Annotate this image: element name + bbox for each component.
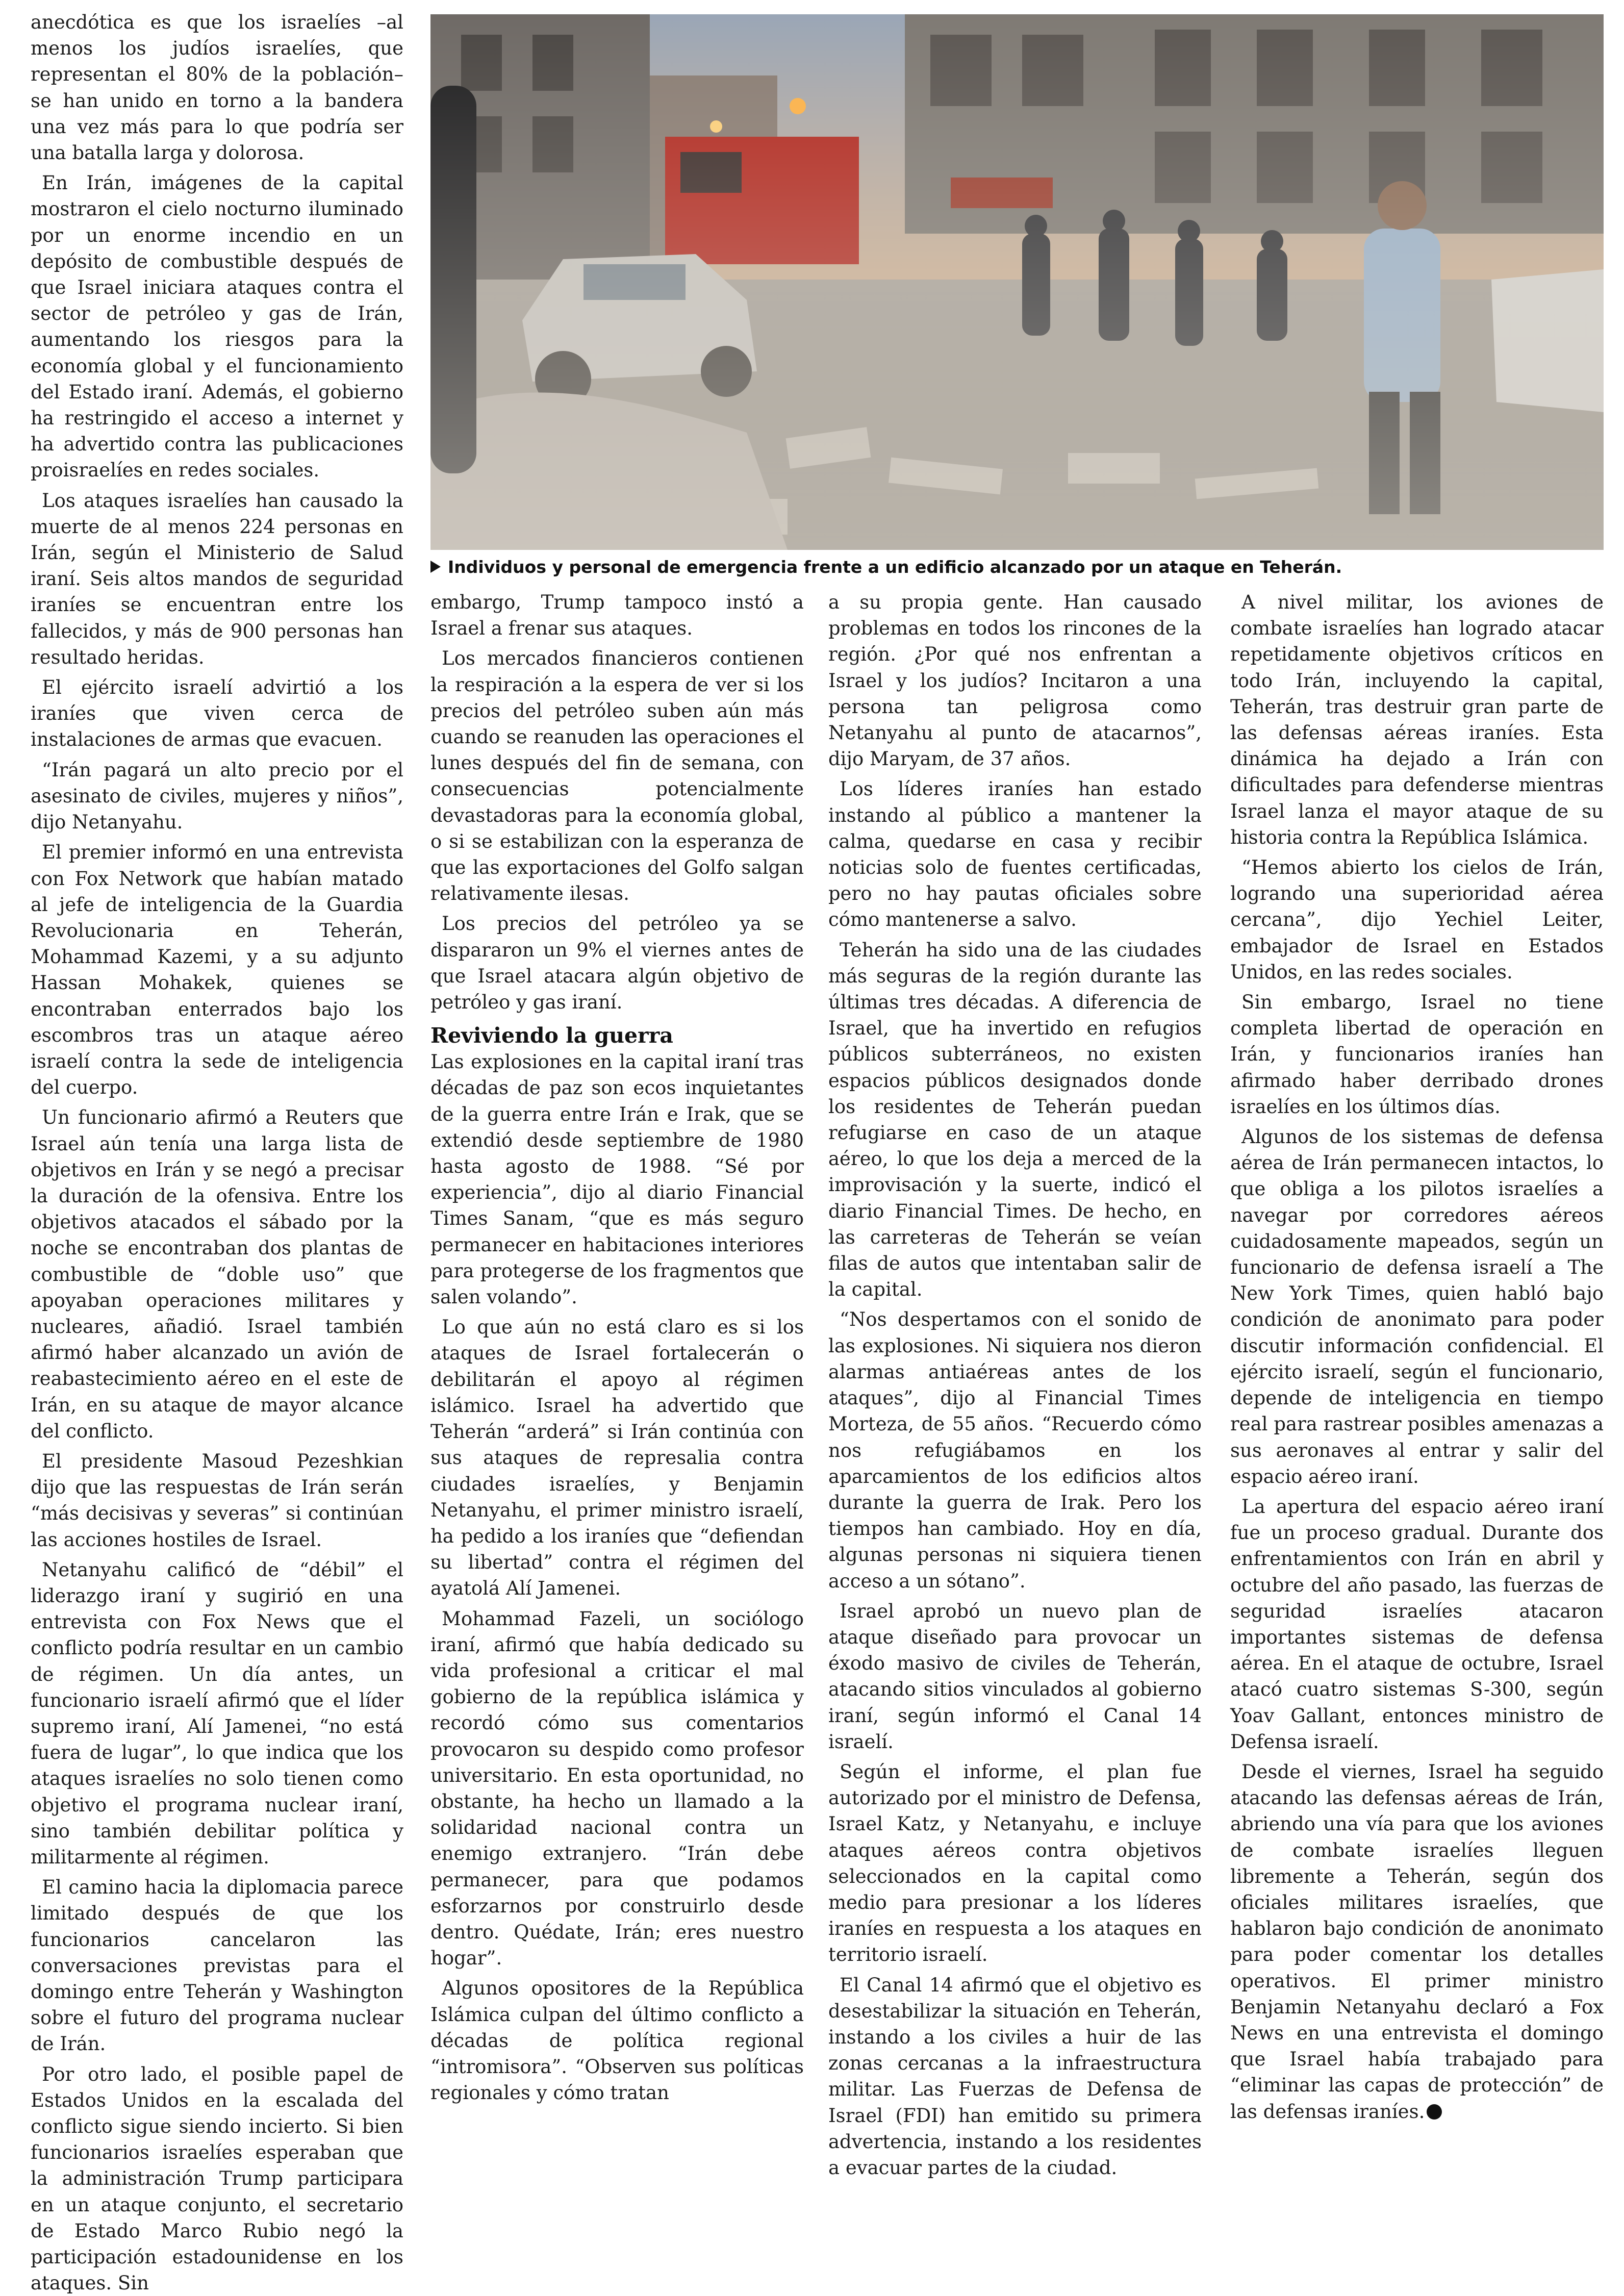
article-paragraph	[31, 1104, 403, 1444]
article-column-2	[430, 589, 804, 2104]
article-paragraph	[31, 757, 403, 836]
section-heading	[430, 1022, 804, 1049]
article-paragraph	[31, 2061, 403, 2296]
article-paragraph	[1230, 1494, 1604, 1755]
paragraph-text: En Irán, imágenes de la capital mostraron el cielo nocturno iluminado por un enorme incendio en un depósito de combustible después de que Israel iniciara ataques contra el sector de petróleo y gas de Irán, aumentando los riesgos para la economía global y el funcionamiento del Estado iraní. Además, el gobierno ha restringido el acceso a internet y ha advertido contra las publicaciones proisraelíes en redes sociales.	[31, 172, 403, 482]
paragraph-text: Un funcionario afirmó a Reuters que Israel aún tenía una larga lista de objetivos en Irán y se negó a precisar la duración de la ofensiva. Entre los objetivos atacados el sábado por la noche se encontraban dos plantas de combustible de “doble uso” que apoyaban operaciones militares y nucleares, añadió. Israel también afirmó haber alcanzado un avión de reabastecimiento aéreo en el este de Irán, en su ataque de mayor alcance del conflicto.	[31, 1106, 403, 1442]
article-paragraph	[31, 1448, 403, 1553]
paragraph-text: Desde el viernes, Israel ha seguido atacando las defensas aéreas de Irán, abriendo una vía para que los aviones de combate israelíes lleguen libremente a Teherán, según dos oficiales militares israelíes, que hablaron bajo condición de anonimato para poder comentar los detalles operativos. El primer ministro Benjamin Netanyahu declaró a Fox News en una entrevista el domingo que Israel había trabajado para “eliminar las capas de protección” de las defensas iraníes.	[1230, 1760, 1604, 2123]
paragraph-text: Los ataques israelíes han causado la muerte de al menos 224 personas en Irán, según el Ministerio de Salud iraní. Seis altos mandos de seguridad iraníes se encuentran entre los fallecidos, y más de 900 personas han resultado heridas.	[31, 489, 403, 668]
paragraph-text: El Canal 14 afirmó que el objetivo es desestabilizar la situación en Teherán, instando a los civiles a huir de las zonas cercanas a la infraestructura militar. Las Fuerzas de Defensa de Israel (FDI) han emitido su primera advertencia, instando a los residentes a evacuar partes de la ciudad.	[828, 1974, 1202, 2179]
paragraph-text: “Hemos abierto los cielos de Irán, logrando una superioridad aérea cercana”, dijo Yechiel Leiter, embajador de Israel en Estados Unidos, en las redes sociales.	[1230, 856, 1604, 983]
article-paragraph	[430, 1049, 804, 1310]
paragraph-text: La apertura del espacio aéreo iraní fue un proceso gradual. Durante dos enfrentamientos con Irán en abril y octubre del año pasado, las fuerzas de seguridad israelíes atacaron importantes sistemas de defensa aérea. En el ataque de octubre, Israel atacó cuatro sistemas S-300, según Yoav Gallant, entonces ministro de Defensa israelí.	[1230, 1495, 1604, 1753]
article-paragraph	[430, 911, 804, 1015]
paragraph-text: Los precios del petróleo ya se dispararon un 9% el viernes antes de que Israel atacara algún objetivo de petróleo y gas iraní.	[430, 913, 804, 1014]
paragraph-text: Netanyahu calificó de “débil” el liderazgo iraní y sugirió en una entrevista con Fox News que el conflicto podría resultar en un cambio de régimen. Un día antes, un funcionario israelí afirmó que el líder supremo iraní, Alí Jamenei, “no está fuera de lugar”, lo que indica que los ataques israelíes no solo tienen como objetivo el programa nuclear iraní, sino también debilitar política y militarmente al régimen.	[31, 1558, 403, 1869]
paragraph-text: Algunos opositores de la República Islámica culpan del último conflicto a décadas de política regional “intromisora”. “Observen sus políticas regionales y cómo tratan	[430, 1977, 804, 2104]
paragraph-text: Israel aprobó un nuevo plan de ataque diseñado para provocar un éxodo masivo de civiles de Teherán, atacando sitios vinculados al gobierno iraní, según informó el Canal 14 israelí.	[828, 1600, 1202, 1753]
article-paragraph	[828, 1306, 1202, 1594]
paragraph-text: anecdótica es que los israelíes –al menos los judíos israelíes, que representan el 80% de la población– se han unido en torno a la bandera una vez más para lo que podría ser una batalla larga y dolorosa.	[31, 11, 403, 164]
article-paragraph	[828, 937, 1202, 1303]
paragraph-text: Por otro lado, el posible papel de Estados Unidos en la escalada del conflicto sigue siendo incierto. Si bien funcionarios israelíes esperaban que la administración Trump participara en un ataque conjunto, el secretario de Estado Marco Rubio negó la participación estadounidense en los ataques. Sin	[31, 2063, 403, 2294]
article-paragraph	[1230, 1124, 1604, 1490]
paragraph-text: “Nos despertamos con el sonido de las explosiones. Ni siquiera nos dieron alarmas antiaéreas antes de los ataques”, dijo al Financial Times Morteza, de 55 años. “Recuerdo cómo nos refugiábamos en los aparcamientos de los edificios altos durante la guerra de Irak. Pero los tiempos han cambiado. Hoy en día, algunas personas ni siquiera tienen acceso a un sótano”.	[828, 1308, 1202, 1592]
paragraph-text: El premier informó en una entrevista con Fox Network que habían matado al jefe de inteligencia de la Guardia Revolucionaria en Teherán, Mohammad Kazemi, y a su adjunto Hassan Mohakek, quienes se encontraban enterrados bajo los escombros tras un ataque aéreo israelí contra la sede de inteligencia del cuerpo.	[31, 841, 403, 1099]
article-paragraph	[430, 645, 804, 906]
paragraph-text: Las explosiones en la capital iraní tras décadas de paz son ecos inquietantes de la guerra entre Irán e Irak, que se extendió desde septiembre de 1980 hasta agosto de 1988. “Sé por experiencia”, dijo al diario Financial Times Sanam, “que es más seguro permanecer en habitaciones interiores para protegerse de los fragmentos que salen volando”.	[430, 1051, 804, 1308]
paragraph-text: Los mercados financieros contienen la respiración a la espera de ver si los precios del petróleo suben aún más cuando se reanuden las operaciones el lunes después del fin de semana, con consecuencias potencialmente devastadoras para la economía global, o si se estabilizan con la esperanza de que las exportaciones del Golfo salgan relativamente ilesas.	[430, 647, 804, 905]
article-paragraph	[31, 839, 403, 1100]
tehran-street-scene-illustration	[430, 14, 1604, 550]
article-paragraph	[430, 1606, 804, 1972]
paragraph-text: Teherán ha sido una de las ciudades más seguras de la región durante las últimas tres décadas. A diferencia de Israel, que ha invertido en refugios públicos subterráneos, no existen espacios públicos designados donde los residentes de Teherán puedan refugiarse en caso de un ataque aéreo, lo que los deja a merced de la improvisación y la suerte, indicó el diario Financial Times. De hecho, en las carreteras de Teherán se veían filas de autos que intentaban salir de la capital.	[828, 939, 1202, 1301]
article-paragraph	[828, 1759, 1202, 1968]
article-paragraph	[828, 776, 1202, 932]
article-paragraph	[1230, 989, 1604, 1120]
article-paragraph	[1230, 589, 1604, 850]
paragraph-text: embargo, Trump tampoco instó a Israel a frenar sus ataques.	[430, 591, 804, 640]
paragraph-text: El ejército israelí advirtió a los iraníes que viven cerca de instalaciones de armas que evacuen.	[31, 676, 403, 751]
paragraph-text: El presidente Masoud Pezeshkian dijo que las respuestas de Irán serán “más decisivas y severas” si continúan las acciones hostiles de Israel.	[31, 1450, 403, 1551]
paragraph-text: Según el informe, el plan fue autorizado por el ministro de Defensa, Israel Katz, y Netanyahu, e incluye ataques aéreos contra objetivos seleccionados en la capital como medio para presionar a los líderes iraníes en respuesta a los ataques en territorio israelí.	[828, 1760, 1202, 1966]
article-paragraph	[31, 674, 403, 753]
article-column-1	[31, 9, 403, 2294]
article-column-3	[828, 589, 1202, 2179]
caption-text: Individuos y personal de emergencia frente a un edificio alcanzado por un ataque en Teherán.	[448, 557, 1342, 577]
article-paragraph	[430, 1314, 804, 1601]
article-paragraph	[31, 170, 403, 483]
paragraph-text: Los líderes iraníes han estado instando al público a mantener la calma, quedarse en casa y recibir noticias solo de fuentes certificadas, pero no hay pautas oficiales sobre cómo mantenerse a salvo.	[828, 778, 1202, 931]
article-paragraph	[31, 9, 403, 166]
paragraph-text: Sin embargo, Israel no tiene completa libertad de operación en Irán, y funcionarios iraníes han afirmado haber derribado drones israelíes en los últimos días.	[1230, 991, 1604, 1118]
photo-caption	[430, 556, 1604, 578]
end-of-article-icon	[1427, 2104, 1442, 2120]
section-heading-text: Reviviendo la guerra	[430, 1023, 673, 1048]
article-paragraph	[31, 488, 403, 670]
paragraph-text: A nivel militar, los aviones de combate israelíes han logrado atacar repetidamente objetivos críticos en todo Irán, incluyendo la capital, Teherán, tras destruir gran parte de las defensas aéreas iraníes. Esta dinámica ha dejado a Irán con dificultades para defenderse mientras Israel lanza el mayor ataque de su historia contra la República Islámica.	[1230, 591, 1604, 848]
paragraph-text: “Irán pagará un alto precio por el asesinato de civiles, mujeres y niños”, dijo Netanyahu.	[31, 759, 403, 834]
paragraph-text: Algunos de los sistemas de defensa aérea de Irán permanecen intactos, lo que obliga a los pilotos israelíes a navegar por corredores aéreos cuidadosamente mapeados, según un funcionario de defensa israelí a The New York Times, quien habló bajo condición de anonimato para poder discutir información confidencial. El ejército israelí, según el funcionario, depende de inteligencia en tiempo real para rastrear posibles amenazas a sus aeronaves al entrar y salir del espacio aéreo iraní.	[1230, 1126, 1604, 1487]
article-paragraph	[828, 589, 1202, 772]
paragraph-text: El camino hacia la diplomacia parece limitado después de que los funcionarios cancelaron las conversaciones previstas para el domingo entre Teherán y Washington sobre el futuro del programa nuclear de Irán.	[31, 1876, 403, 2055]
article-paragraph	[1230, 1759, 1604, 2125]
article-paragraph	[31, 1874, 403, 2057]
paragraph-text: Mohammad Fazeli, un sociólogo iraní, afirmó que había dedicado su vida profesional a criticar el mal gobierno de la república islámica y recordó cómo sus comentarios provocaron su despido como profesor universitario. En esta oportunidad, no obstante, ha hecho un llamado a la solidaridad nacional contra un enemigo extranjero. “Irán debe permanecer, para que podamos esforzarnos por construirlo desde dentro. Quédate, Irán; eres nuestro hogar”.	[430, 1607, 804, 1970]
paragraph-text: a su propia gente. Han causado problemas en todos los rincones de la región. ¿Por qué nos enfrentan a Israel y los judíos? Incitaron a una persona tan peligrosa como Netanyahu al punto de atacarnos”, dijo Maryam, de 37 años.	[828, 591, 1202, 770]
article-column-4	[1230, 589, 1604, 2123]
article-paragraph	[1230, 854, 1604, 985]
paragraph-text: Lo que aún no está claro es si los ataques de Israel fortalecerán o debilitarán el apoyo al régimen islámico. Israel ha advertido que Teherán “arderá” si Irán continúa con sus ataques de represalia contra ciudades israelíes, y Benjamin Netanyahu, el primer ministro israelí, ha pedido a los iraníes que “defiendan su libertad” contra el régimen del ayatolá Alí Jamenei.	[430, 1316, 804, 1600]
article-paragraph	[31, 1557, 403, 1870]
article-paragraph	[828, 1972, 1202, 2181]
article-paragraph	[430, 589, 804, 641]
article-paragraph	[430, 1975, 804, 2106]
news-photo	[430, 14, 1604, 550]
article-paragraph	[828, 1598, 1202, 1755]
caption-arrow-icon	[430, 561, 441, 573]
